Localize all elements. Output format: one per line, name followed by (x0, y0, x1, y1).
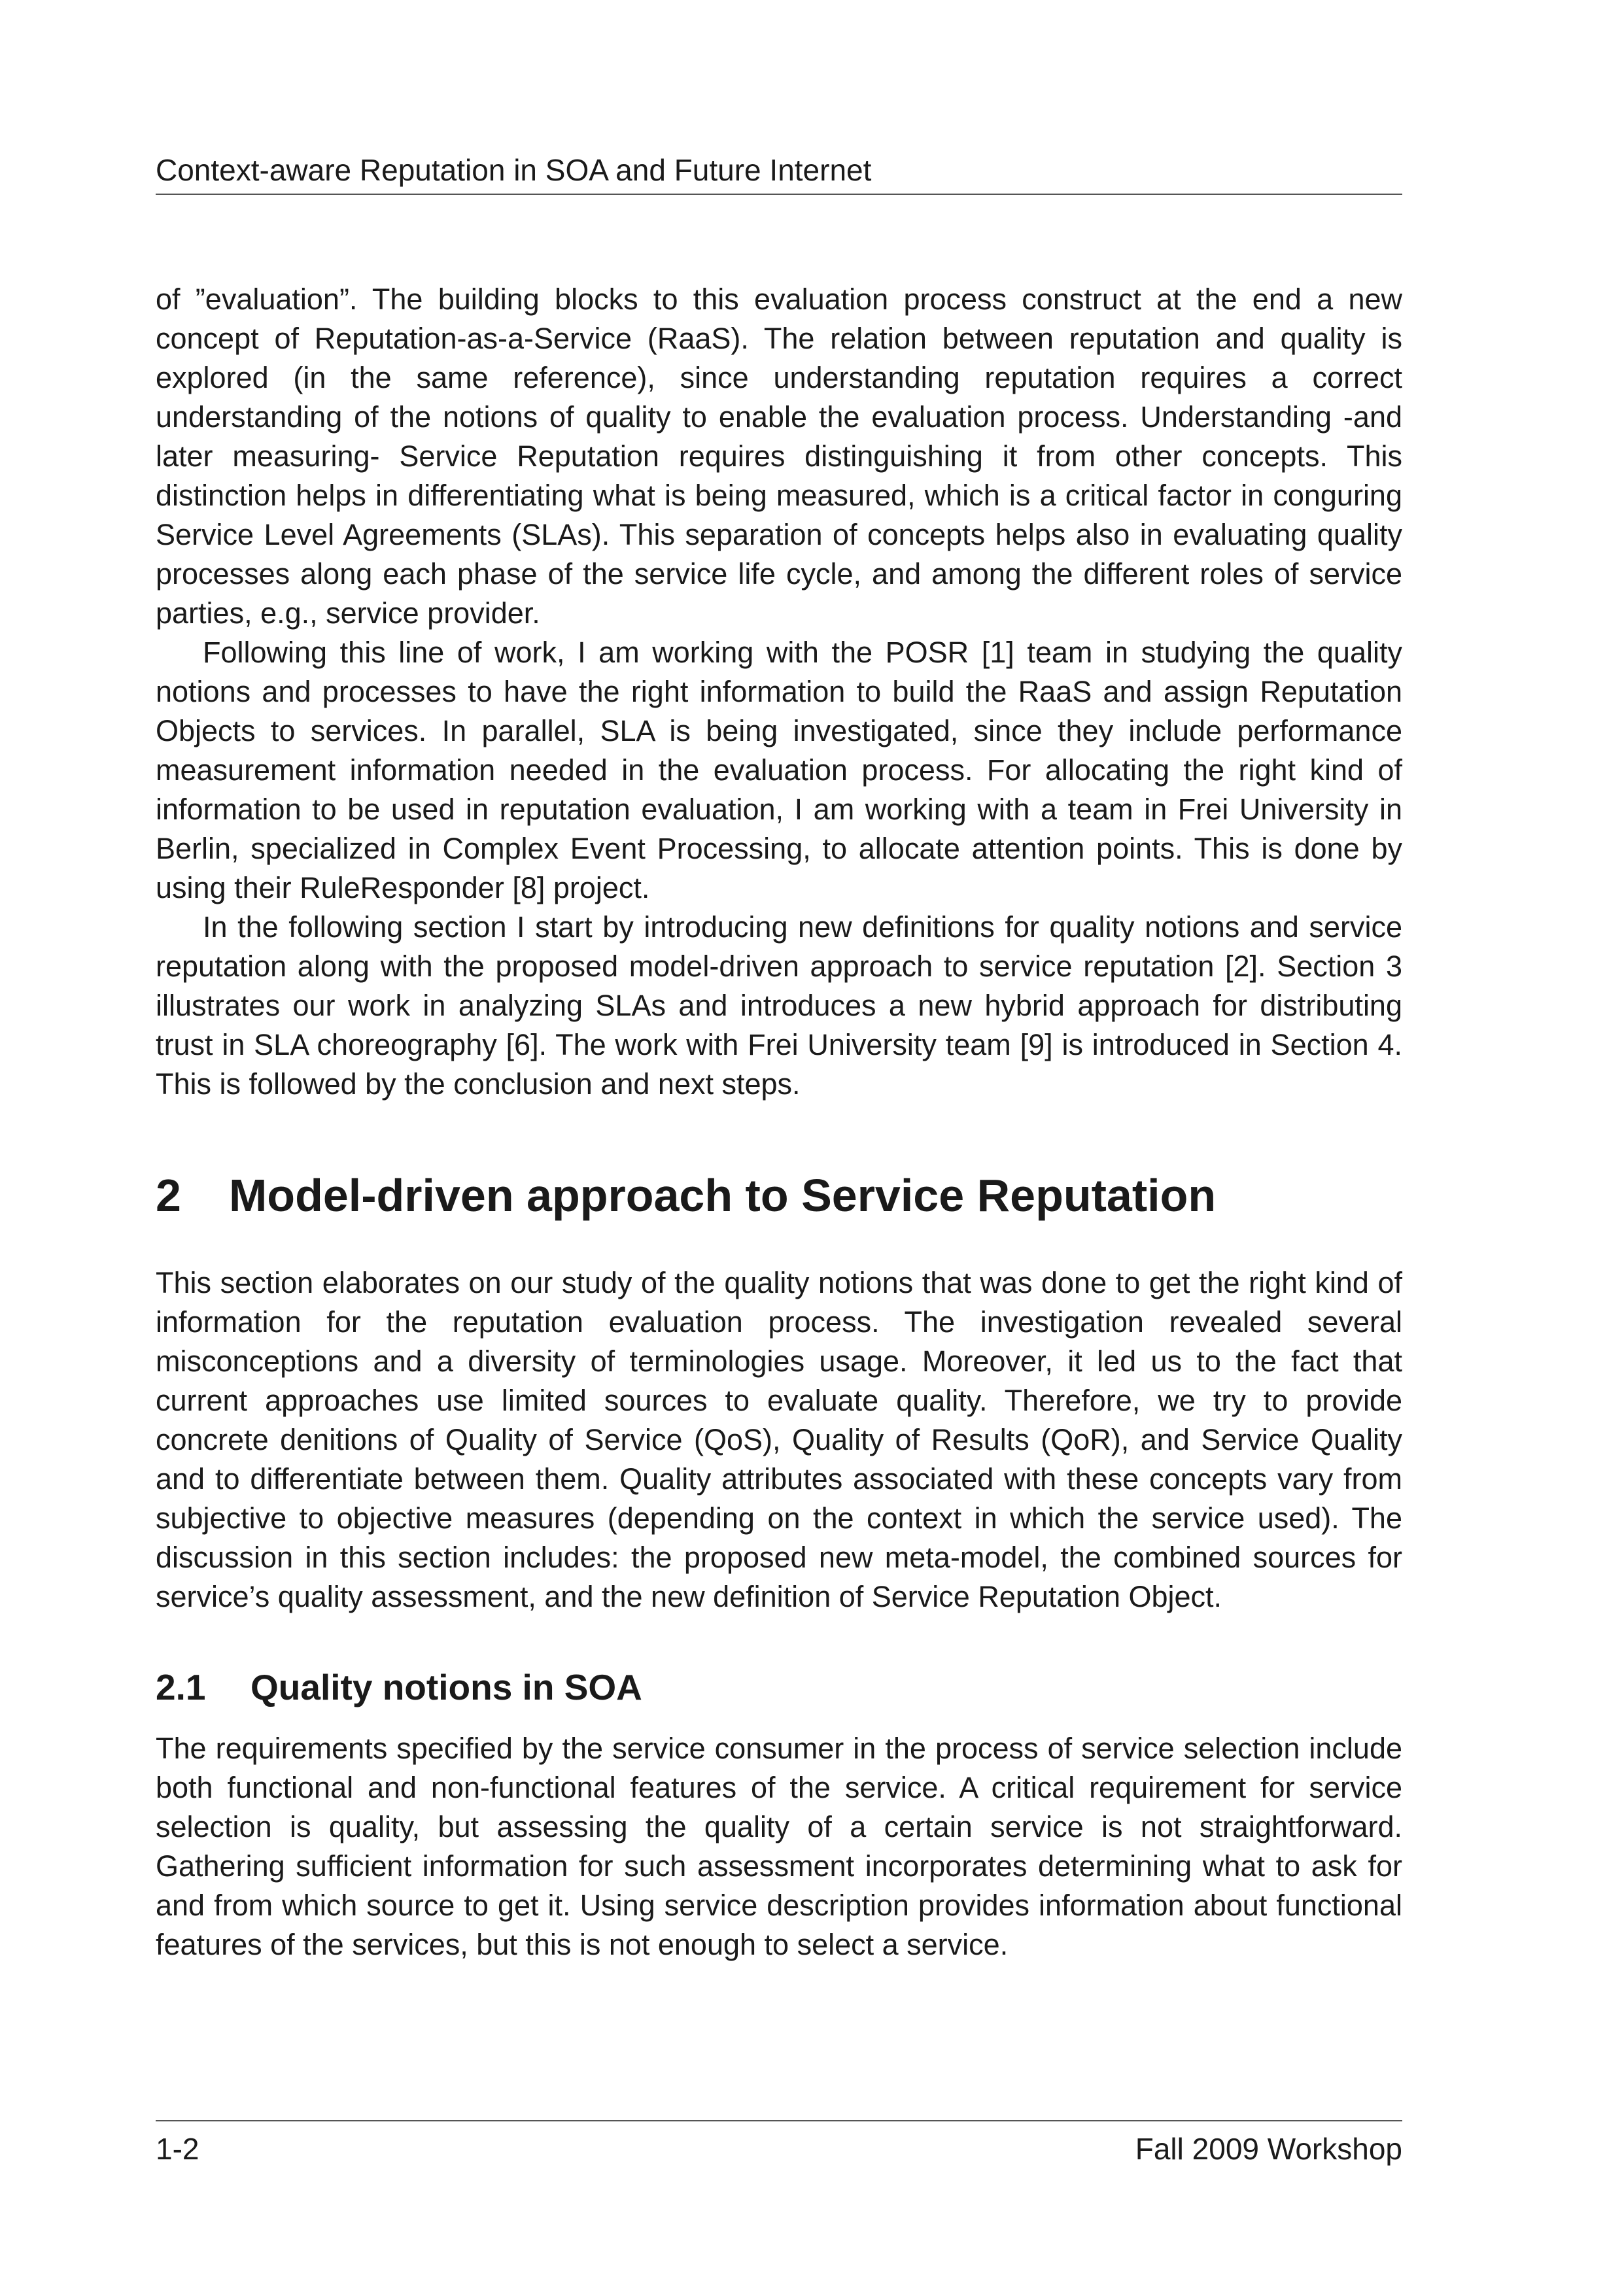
page-number: 1-2 (156, 2132, 199, 2166)
paragraph-intro-2: Following this line of work, I am working with the POSR [1] team in studying the quality notions and processes to have the right information to build the RaaS and assign Reputation Objects to services. In parallel, SLA is being investigated, since they include performance measurement information needed in the evaluation process. For allocating the right kind of information to be used in reputation evaluation, I am working with a team in Frei University in Berlin, specialized in Complex Event Processing, to allocate attention points. This is done by using their RuleResponder [8] project. (156, 636, 1402, 904)
page-footer (156, 2129, 1402, 2168)
running-header: Context-aware Reputation in SOA and Future Internet (156, 153, 872, 187)
footer-venue: Fall 2009 Workshop (1135, 2132, 1402, 2166)
paragraph-intro-3: In the following section I start by introducing new definitions for quality notions and service reputation along with the proposed model-driven approach to service reputation [2]. Section 3 illustrates our work in analyzing SLAs and introduces a new hybrid approach for distributing trust in SLA choreography [6]. The work with Frei University team [9] is introduced in Section 4. This is followed by the conclusion and next steps. (156, 910, 1402, 1101)
subsection-paragraph: The requirements specified by the service consumer in the process of service selection include both functional and non-functional features of the service. A critical requirement for service selection is quality, but assessing the quality of a certain service is not straightforward. Gathering sufficient information for such assessment incorporates determining what to ask for and from which source to get it. Using service description provides information about functional features of the services, but this is not enough to select a service. (156, 1732, 1402, 1961)
header-rule (156, 194, 1402, 195)
page-body (156, 280, 1402, 1964)
footer-rule (156, 2120, 1402, 2121)
section-number: 2 (156, 1170, 181, 1221)
paper-page (156, 0, 1402, 2296)
subsection-number: 2.1 (156, 1667, 206, 1707)
paragraph-intro-1: of ”evaluation”. The building blocks to this evaluation process construct at the end a new concept of Reputation-as-a-Service (RaaS). The relation between reputation and quality is explored (in the same reference), since understanding reputation requires a correct understanding of the notions of quality to enable the evaluation process. Understanding -and later measuring- Service Reputation requires distinguishing it from other concepts. This distinction helps in differentiating what is being measured, which is a critical factor in conguring Service Level Agreements (SLAs). This separation of concepts helps also in evaluating quality processes along each phase of the service life cycle, and among the different roles of service parties, e.g., service provider. (156, 283, 1402, 630)
section-title: Model-driven approach to Service Reputation (229, 1170, 1217, 1221)
subsection-title: Quality notions in SOA (251, 1667, 642, 1707)
subsection-heading (156, 1665, 1402, 1709)
section-paragraph: This section elaborates on our study of the quality notions that was done to get the right kind of information for the reputation evaluation process. The investigation revealed several misconceptions and a diversity of terminologies usage. Moreover, it led us to the fact that current approaches use limited sources to evaluate quality. Therefore, we try to provide concrete denitions of Quality of Service (QoS), Quality of Results (QoR), and Service Quality and to differentiate between them. Quality attributes associated with these concepts vary from subjective to objective measures (depending on the context in which the service used). The discussion in this section includes: the proposed new meta-model, the combined sources for service’s quality assessment, and the new definition of Service Reputation Object. (156, 1266, 1402, 1613)
section-heading (156, 1168, 1402, 1223)
